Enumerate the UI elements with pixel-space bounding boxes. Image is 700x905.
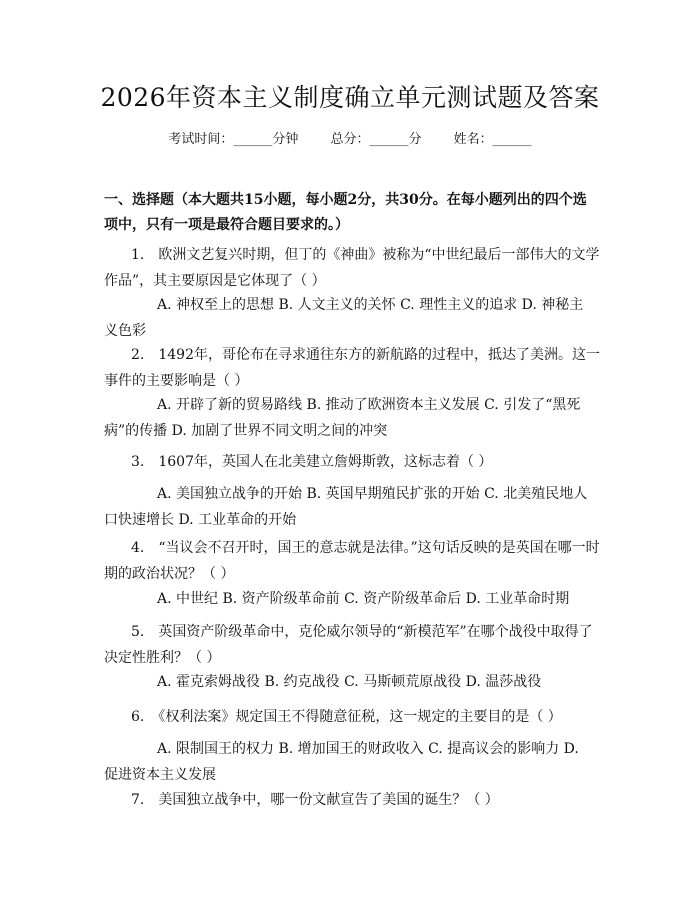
question-options: A. 限制国王的权力 B. 增加国王的财政收入 C. 提高议会的影响力 D. 促进资本主义发展	[104, 741, 579, 783]
exam-time: 考试时间：______分钟	[168, 132, 299, 147]
question-stem: 7. 美国独立战争中，哪一份文献宣告了美国的诞生？（ ）	[131, 792, 499, 808]
question-stem: 6. 《权利法案》规定国王不得随意征税，这一规定的主要目的是（ ）	[131, 709, 562, 725]
section-header: 一、选择题（本大题共15小题，每小题2分，共30分。在每小题列出的四个选项中，只有一项是最符合题目要求的。）	[104, 192, 587, 233]
question-stem: 3. 1607年，英国人在北美建立詹姆斯敦，这标志着（ ）	[131, 454, 493, 470]
exam-name: 姓名：______	[453, 132, 532, 147]
question-stem: 5. 英国资产阶级革命中，克伦威尔领导的“新模范军”在哪个战役中取得了决定性胜利？（ ）	[104, 624, 593, 666]
question-stem: 4. “当议会不召开时，国王的意志就是法律。”这句话反映的是英国在哪一时期的政治状况？（ ）	[104, 540, 600, 582]
exam-score: 总分：______分	[330, 132, 422, 147]
page-title: 2026年资本主义制度确立单元测试题及答案	[100, 83, 600, 112]
question-options: A. 美国独立战争的开始 B. 英国早期殖民扩张的开始 C. 北美殖民地人口快速增长 D. 工业革命的开始	[104, 486, 588, 528]
question-options: A. 开辟了新的贸易路线 B. 推动了欧洲资本主义发展 C. 引发了“黑死病”的传播 D. 加剧了世界不同文明之间的冲突	[104, 397, 581, 439]
exam-meta	[0, 130, 700, 150]
question-stem: 2. 1492年，哥伦布在寻求通往东方的新航路的过程中，抵达了美洲。这一事件的主要影响是（ ）	[104, 347, 600, 389]
question-options: A. 神权至上的思想 B. 人文主义的关怀 C. 理性主义的追求 D. 神秘主义色彩	[104, 297, 584, 339]
question-options: A. 霍克索姆战役 B. 约克战役 C. 马斯顿荒原战役 D. 温莎战役	[157, 674, 542, 690]
question-stem: 1. 欧洲文艺复兴时期，但丁的《神曲》被称为“中世纪最后一部伟大的文学作品”，其主要原因是它体现了（ ）	[104, 247, 600, 289]
question-options: A. 中世纪 B. 资产阶级革命前 C. 资产阶级革命后 D. 工业革命时期	[157, 591, 570, 607]
